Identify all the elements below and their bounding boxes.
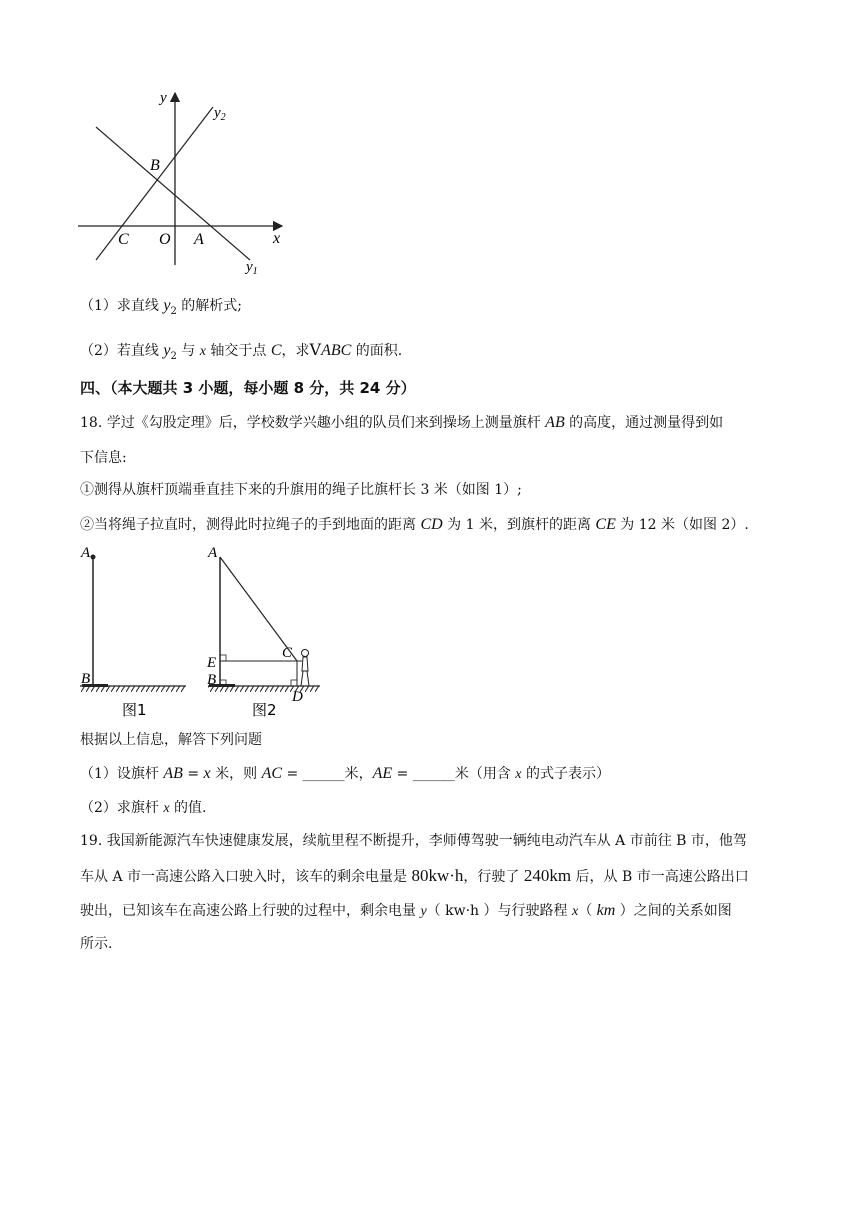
fig2-caption: 图2 <box>252 701 277 719</box>
person-figure <box>297 650 309 687</box>
segment-ae: AE <box>372 765 393 782</box>
segment-ab: AB <box>163 765 183 782</box>
ground-hatch <box>80 686 186 692</box>
q18-part1 <box>80 764 610 785</box>
segment-cd: CD <box>420 516 443 533</box>
text: 米，则 <box>210 766 262 782</box>
text: 的面积. <box>351 343 403 359</box>
var-y: y <box>420 904 427 919</box>
text: （1）求直线 <box>80 298 164 314</box>
segment-ac: AC <box>261 765 283 782</box>
text: ）之间的关系如图 <box>615 903 732 919</box>
label-y: y <box>160 90 167 106</box>
q18-after-figure: 根据以上信息，解答下列问题 <box>80 732 262 748</box>
text: 的高度，通过测量得到如 <box>564 415 724 431</box>
var-x: x <box>199 344 206 359</box>
label-x: x <box>273 230 281 247</box>
coordinate-graph <box>70 85 300 280</box>
q18-line3: ①测得从旗杆顶端垂直挂下来的升旗用的绳子比旗杆长 3 米（如图 1）; <box>80 482 522 498</box>
text: （ kw·h ）与行驶路程 <box>426 903 572 919</box>
q19-line1: 19. 我国新能源汽车快速健康发展，续航里程不断提升，李师傅驾驶一辆纯电动汽车从 A 市前往 B 市，他驾 <box>80 833 747 849</box>
var-y: y <box>163 297 171 314</box>
answer-blank-ae: = ______米（用含 <box>392 766 516 782</box>
pole-top-dot <box>91 555 96 560</box>
sub: 2 <box>170 350 177 362</box>
ground-hatch <box>208 686 320 692</box>
triangle-abc: ABC <box>321 342 352 359</box>
q17-part2 <box>80 340 402 367</box>
distance-value: 240km <box>523 866 572 885</box>
text: 的解析式; <box>176 298 243 314</box>
energy-value: 80kw·h <box>411 866 464 885</box>
text: 为 12 米（如图 2）. <box>615 517 749 533</box>
right-angle-d <box>291 680 297 686</box>
section-heading: 四、（本大题共 3 小题，每小题 8 分，共 24 分） <box>80 379 416 397</box>
q18-part2 <box>80 798 206 819</box>
var-x: x <box>515 767 522 782</box>
text: （2）求旗杆 <box>80 800 164 816</box>
q17-part1 <box>80 296 242 322</box>
text: ，行驶了 <box>463 869 524 885</box>
label-origin: O <box>159 231 171 248</box>
label-point-b: B <box>150 157 160 174</box>
text: 的值. <box>169 800 207 816</box>
text: 车从 A 市一高速公路入口驶入时，该车的剩余电量是 <box>80 869 412 885</box>
q19-line3 <box>80 901 732 922</box>
text: 轴交于点 <box>205 343 271 359</box>
fig2-label-b: B <box>207 672 217 688</box>
text: 驶出，已知该车在高速公路上行驶的过程中，剩余电量 <box>80 903 421 919</box>
q18-line1 <box>80 413 723 433</box>
answer-blank-ac: = ______米， <box>282 766 373 782</box>
text: （2）若直线 <box>80 343 164 359</box>
label-point-a: A <box>194 231 204 248</box>
point-c: C <box>270 342 282 359</box>
q19-line4: 所示. <box>80 936 113 952</box>
figure-2 <box>200 540 325 722</box>
text: 18. 学过《勾股定理》后，学校数学兴趣小组的队员们来到操场上测量旗杆 <box>80 415 546 431</box>
fig2-label-d: D <box>292 689 303 705</box>
fig2-label-e: E <box>207 655 217 671</box>
fig2-label-c: C <box>282 645 293 661</box>
var-y: y <box>163 342 171 359</box>
text: 后，从 B 市一高速公路出口 <box>571 869 749 885</box>
text: 与 <box>176 343 200 359</box>
fig1-label-a: A <box>81 545 91 561</box>
text: = <box>182 766 204 782</box>
q18-line4 <box>80 515 749 535</box>
figure-1 <box>76 540 191 722</box>
text: 的式子表示） <box>521 766 610 782</box>
unit-km: km <box>596 902 616 919</box>
label-y1: $y_1$ <box>246 259 258 277</box>
var-x: x <box>571 904 579 919</box>
text: （ <box>578 903 597 919</box>
label-point-c: C <box>118 231 129 248</box>
text: （1）设旗杆 <box>80 766 164 782</box>
right-angle-e <box>220 655 226 661</box>
sub: 2 <box>170 305 177 317</box>
text: ②当将绳子拉直时，测得此时拉绳子的手到地面的距离 <box>80 517 421 533</box>
fig2-label-a: A <box>208 545 218 561</box>
var-x: x <box>163 801 170 816</box>
segment-ab: AB <box>545 414 565 431</box>
text: 为 1 米，到旗杆的距离 <box>442 517 596 533</box>
segment-ce: CE <box>595 516 616 533</box>
fig1-label-b: B <box>81 671 91 687</box>
fig1-caption: 图1 <box>122 701 147 719</box>
text: ，求 <box>281 343 310 359</box>
triangle-symbol: V <box>309 340 322 359</box>
var-x: x <box>203 765 211 782</box>
label-y2: $y_2$ <box>214 105 226 123</box>
q18-line2: 下信息: <box>80 450 127 466</box>
q19-line2 <box>80 866 749 887</box>
